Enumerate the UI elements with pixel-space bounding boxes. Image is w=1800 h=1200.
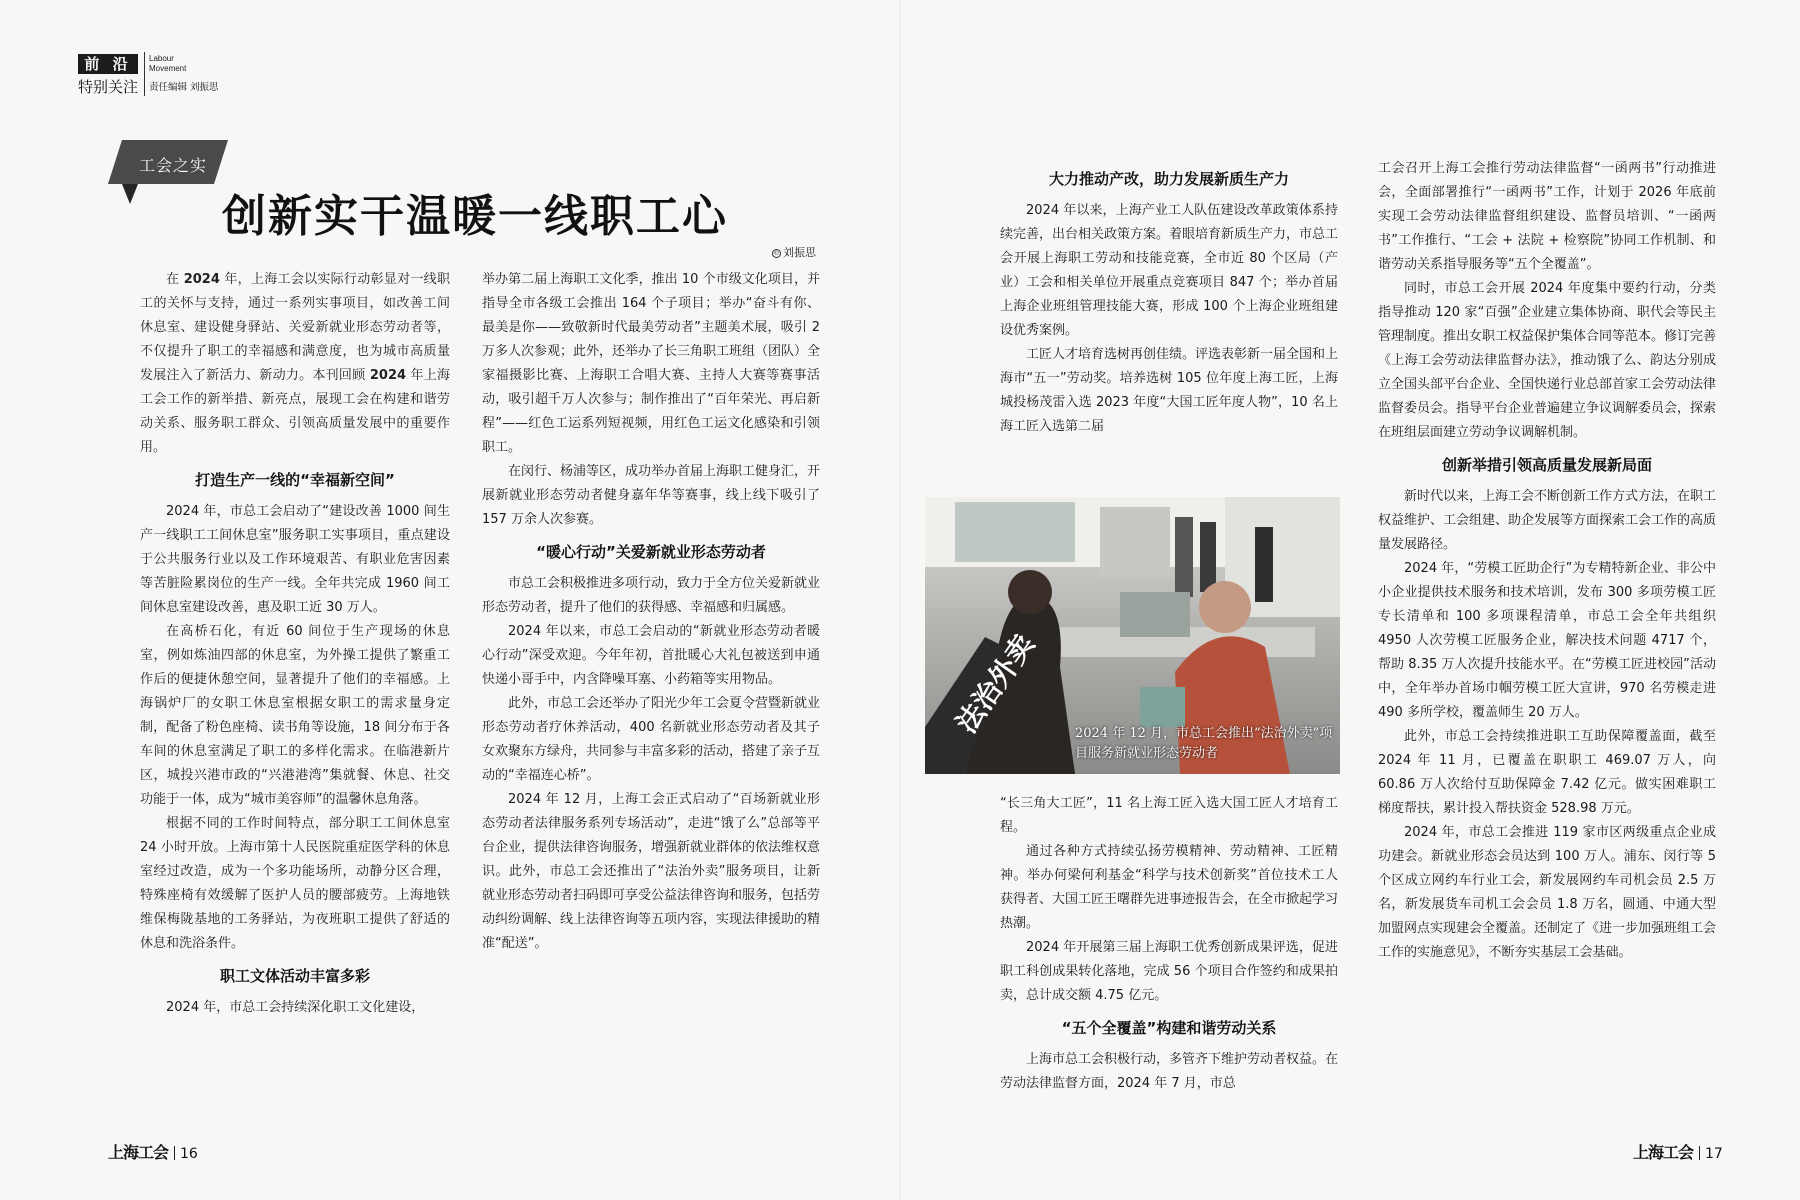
author-line	[772, 244, 816, 260]
header-movement: Movement	[149, 64, 187, 73]
paragraph: 2024 年，市总工会推进 119 家市区两级重点企业成功建会。新就业形态会员达到 100 万人。浦东、闵行等 5 个区成立网约车行业工会，新发展网约车司机会员 2.5 万名，新发展货车司机工会会员 1.8 万名，圆通、中通大型加盟网点实现建会全覆盖。还制定了《进一步加强班组工会工作的实施意见》，不断夯实基层工会基础。	[1378, 825, 1717, 960]
page-number: 16	[180, 1146, 198, 1162]
column-2	[482, 268, 820, 956]
section-header	[78, 52, 338, 98]
section-heading: 大力推动产改，助力发展新质生产力	[1048, 170, 1289, 188]
paragraph: 同时，市总工会开展 2024 年度集中要约行动，分类指导推动 120 家“百强”企业建立集体协商、职代会等民主管理制度。推出女职工权益保护集体合同等范本。修订完善《上海工会劳动法律监督办法》，推动饿了么、韵达分别成立全国头部平台企业、全国快递行业总部首家工会劳动法律监督委员会。指导平台企业普遍建立争议调解委员会，探索在班组层面建立劳动争议调解机制。	[1378, 281, 1717, 440]
page-number: 17	[1705, 1146, 1723, 1162]
paragraph: 2024 年，市总工会启动了“建设改善 1000 间生产一线职工工间休息室”服务职工实事项目，重点建设于公共服务行业以及工作环境艰苦、有职业危害因素等苦脏险累岗位的生产一线。全年共完成 1960 间工间休息室建设改善，惠及职工近 30 万人。	[140, 504, 450, 615]
intro-text-b: 年，上海工会以实际行动彰显对一线职工的关怀与支持，通过一系列实事项目，如改善工间休息室、建设健身驿站、关爱新就业形态劳动者等，不仅提升了职工的幸福感和满意度，也为城市高质量发展注入了新活力、新动力。本刊回顾	[140, 272, 450, 383]
intro-text-c: 年上海工会工作的新举措、新亮点，展现工会在构建和谐劳动关系、服务职工群众、引领高质量发展中的重要作用。	[140, 368, 450, 455]
section-tag: 前 沿	[78, 54, 138, 74]
column-4	[1378, 157, 1716, 965]
section-heading: 打造生产一线的“幸福新空间”	[195, 471, 395, 489]
footer-divider	[1699, 1146, 1700, 1160]
paragraph: 2024 年开展第三届上海职工优秀创新成果评选，促进职工科创成果转化落地，完成 56 个项目合作签约和成果拍卖，总计成交额 4.75 亿元。	[1000, 940, 1338, 1003]
paragraph: 通过各种方式持续弘扬劳模精神、劳动精神、工匠精神。举办何梁何利基金“科学与技术创新奖”首位技术工人获得者、大国工匠王曙群先进事迹报告会，在全市掀起学习热潮。	[1000, 844, 1339, 931]
paragraph: 2024 年 12 月，上海工会正式启动了“百场新就业形态劳动者法律服务系列专场活动”，走进“饿了么”总部等平台企业，提供法律咨询服务，增强新就业群体的依法维权意识。此外，市总工会还推出了“法治外卖”服务项目，让新就业形态劳动者扫码即可享受公益法律咨询和服务，包括劳动纠纷调解、线上法律咨询等五项内容，实现法律援助的精准“配送”。	[482, 792, 821, 951]
paragraph: 2024 年以来，市总工会启动的“新就业形态劳动者暖心行动”深受欢迎。今年年初，首批暖心大礼包被送到申通快递小哥手中，内含降噪耳塞、小药箱等实用物品。	[482, 624, 820, 687]
footer-divider	[174, 1146, 175, 1160]
paragraph: 上海市总工会积极行动，多管齐下维护劳动者权益。在劳动法律监督方面，2024 年 7 月，市总	[1000, 1052, 1339, 1091]
section-heading: 创新举措引领高质量发展新局面	[1441, 456, 1652, 474]
paragraph: 根据不同的工作时间特点，部分职工工间休息室 24 小时开放。上海市第十人民医院重症医学科的休息室经过改造，成为一个多功能场所，动静分区合理，特殊座椅有效缓解了医护人员的腰部疲劳。上海地铁维保梅陇基地的工务驿站，为夜班职工提供了舒适的休息和洗浴条件。	[140, 816, 450, 951]
magazine-logo: 上海工会	[1633, 1143, 1694, 1162]
copyright-icon: ©	[773, 250, 780, 257]
editor-credit: 责任编辑 刘振思	[149, 82, 219, 93]
paragraph: 举办第二届上海职工文化季，推出 10 个市级文化项目，并指导全市各级工会推出 164 个子项目；举办“奋斗有你、最美是你——致敬新时代最美劳动者”主题美术展，吸引 2 万多人次参观；此外，还举办了长三角职工班组（团队）全家福摄影比赛、上海职工合唱大赛、主持人大赛等赛事活动，吸引超千万人次参与；制作推出了“百年荣光、再启新程”——红色工运系列短视频，用红色工运文化感染和引领职工。	[482, 272, 821, 455]
photo-sign-text: 法治外卖	[949, 628, 1042, 740]
magazine-logo: 上海工会	[108, 1143, 169, 1162]
photo-caption: 2024 年 12 月，市总工会推出“法治外卖”项目服务新就业形态劳动者	[1075, 726, 1333, 761]
column-1	[140, 268, 450, 1020]
banner-label: 工会之实	[138, 156, 207, 175]
header-divider	[144, 52, 145, 96]
paragraph: 在高桥石化，有近 60 间位于生产现场的休息室，例如炼油四部的休息室，为外操工提供了繁重工作后的便捷休憩空间，显著提升了他们的幸福感。上海锅炉厂的女职工休息室根据女职工的需求量身定制，配备了粉色座椅、读书角等设施，18 间分布于各车间的休息室满足了职工的多样化需求。在临港新片区，城投兴港市政的“兴港港湾”集就餐、休息、社交功能于一体，成为“城市美容师”的温馨休息角落。	[140, 624, 450, 807]
article-title: 创新实干温暖一线职工心	[222, 191, 728, 242]
intro-paragraph	[140, 268, 450, 460]
header-labour: Labour	[149, 54, 174, 63]
section-heading: “五个全覆盖”构建和谐劳动关系	[1061, 1019, 1277, 1037]
section-subtitle: 特别关注	[78, 78, 139, 96]
paragraph: 市总工会积极推进多项行动，致力于全方位关爱新就业形态劳动者，提升了他们的获得感、幸福感和归属感。	[482, 576, 821, 615]
intro-text-a: 在	[166, 272, 180, 287]
paragraph: 新时代以来，上海工会不断创新工作方式方法，在职工权益维护、工会组建、助企发展等方面探索工会工作的高质量发展路径。	[1378, 489, 1717, 552]
section-heading: “暖心行动”关爱新就业形态劳动者	[536, 543, 766, 561]
intro-year-2: 2024	[369, 368, 407, 383]
column-3-top	[1000, 167, 1338, 439]
intro-year-1: 2024	[183, 272, 220, 287]
paragraph: 此外，市总工会还举办了阳光少年工会夏令营暨新就业形态劳动者疗休养活动，400 名新就业形态劳动者及其子女欢聚东方绿舟，共同参与丰富多彩的活动，搭建了亲子互动的“幸福连心桥”。	[482, 696, 821, 783]
column-3-bottom	[1000, 792, 1338, 1096]
page-gutter	[899, 0, 901, 1200]
article-photo	[925, 497, 1340, 774]
paragraph: 2024 年以来，上海产业工人队伍建设改革政策体系持续完善，出台相关政策方案。着眼培育新质生产力，市总工会开展上海职工劳动和技能竞赛，全市近 80 个区局（产业）工会和相关单位开展重点竞赛项目 847 个；举办首届上海企业班组管理技能大赛，形成 100 个上海企业班组建设优秀案例。	[1000, 203, 1339, 338]
paragraph: 在闵行、杨浦等区，成功举办首届上海职工健身汇，开展新就业形态劳动者健身嘉年华等赛事，线上线下吸引了 157 万余人次参赛。	[482, 464, 821, 527]
column-banner	[108, 140, 228, 205]
page-number-right	[1633, 1140, 1723, 1163]
author-name: 刘振思	[783, 246, 816, 259]
page-number-left	[108, 1140, 198, 1163]
paragraph: 2024 年，市总工会持续深化职工文化建设，	[166, 1000, 425, 1015]
paragraph: 此外，市总工会持续推进职工互助保障覆盖面，截至 2024 年 11 月，已覆盖在职职工 469.07 万人，向 60.86 万人次给付互助保障金 7.42 亿元。做实困难职工梯度帮扶，累计投入帮扶资金 528.98 万元。	[1378, 729, 1716, 816]
paragraph: 工会召开上海工会推行劳动法律监督“一函两书”行动推进会，全面部署推行“一函两书”工作，计划于 2026 年底前实现工会劳动法律监督组织建设、监督员培训、“一函两书”工作推行、“工会 + 法院 + 检察院”协同工作机制、和谐劳动关系指导服务等“五个全覆盖”。	[1378, 161, 1716, 272]
paragraph: 2024 年，“劳模工匠助企行”为专精特新企业、非公中小企业提供技术服务和技术培训，发布 300 多项劳模工匠专长清单和 100 多项课程清单，市总工会全年共组织 4950 人次劳模工匠服务企业，解决技术问题 4717 个，帮助 8.35 万人次提升技能水平。在“劳模工匠进校园”活动中，全年举办首场巾帼劳模工匠大宣讲，970 名劳模走进 490 多所学校，覆盖师生 20 万人。	[1378, 561, 1716, 720]
section-heading: 职工文体活动丰富多彩	[219, 967, 370, 985]
paragraph: “长三角大工匠”，11 名上海工匠入选大国工匠人才培育工程。	[1000, 796, 1338, 835]
paragraph: 工匠人才培育选树再创佳绩。评选表彰新一届全国和上海市“五一”劳动奖。培养选树 105 位年度上海工匠，上海城投杨茂雷入选 2023 年度“大国工匠年度人物”，10 名上海工匠入选第二届	[1000, 347, 1339, 434]
